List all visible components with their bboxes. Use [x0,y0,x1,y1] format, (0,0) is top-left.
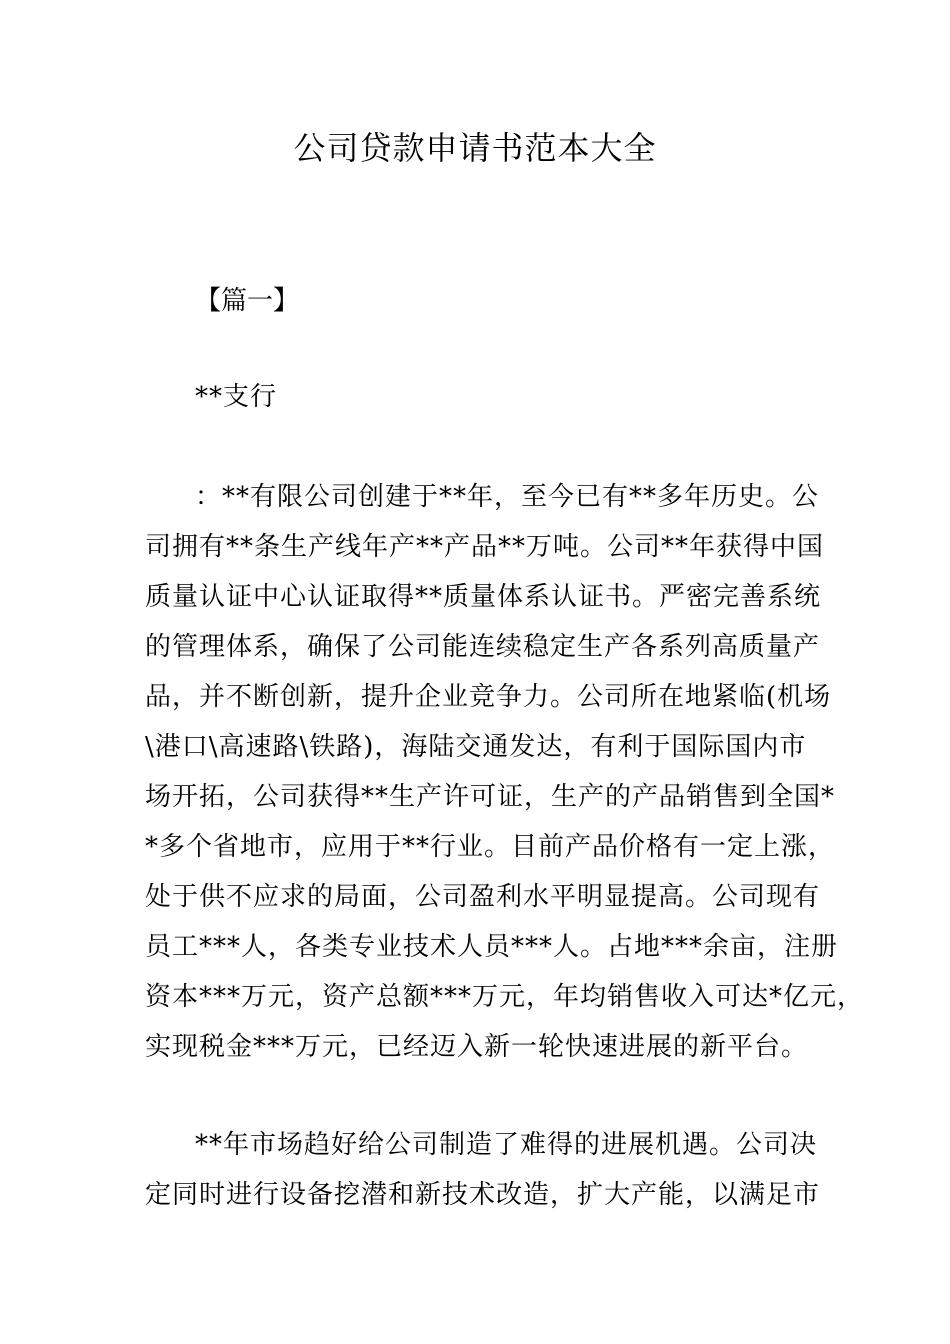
paragraph-line: *多个省地市，应用于**行业。目前产品价格有一定上涨， [145,832,836,862]
paragraph-line: 定同时进行设备挖潜和新技术改造，扩大产能，以满足市 [145,1180,821,1210]
paragraph-line: \港口\高速路\铁路)，海陆交通发达，有利于国际国内市 [145,732,807,762]
paragraph-line: 实现税金***万元，已经迈入新一轮快速进展的新平台。 [145,1032,809,1062]
paragraph-line: 处于供不应求的局面，公司盈利水平明显提高。公司现有 [145,882,821,912]
paragraph-line: 场开拓，公司获得**生产许可证，生产的产品销售到全国* [145,782,836,812]
paragraph-line: ：**有限公司创建于**年，至今已有**多年历史。公 [195,482,820,512]
paragraph-line: 质量认证中心认证取得**质量体系认证书。严密完善系统 [145,582,822,612]
document-title: 公司贷款申请书范本大全 [293,129,657,167]
addressee: **支行 [195,382,278,412]
paragraph-line: 员工***人，各类专业技术人员***人。占地***余亩，注册 [145,932,839,962]
paragraph-line: 资本***万元，资产总额***万元，年均销售收入可达*亿元， [145,982,865,1012]
paragraph-line: 司拥有**条生产线年产**产品**万吨。公司**年获得中国 [145,532,825,562]
section-heading: 【篇一】 [195,286,300,316]
paragraph-line: **年市场趋好给公司制造了难得的进展机遇。公司决 [195,1130,818,1160]
paragraph-line: 品，并不断创新，提升企业竞争力。公司所在地紧临(机场 [145,682,832,712]
paragraph-line: 的管理体系，确保了公司能连续稳定生产各系列高质量产 [145,632,821,662]
